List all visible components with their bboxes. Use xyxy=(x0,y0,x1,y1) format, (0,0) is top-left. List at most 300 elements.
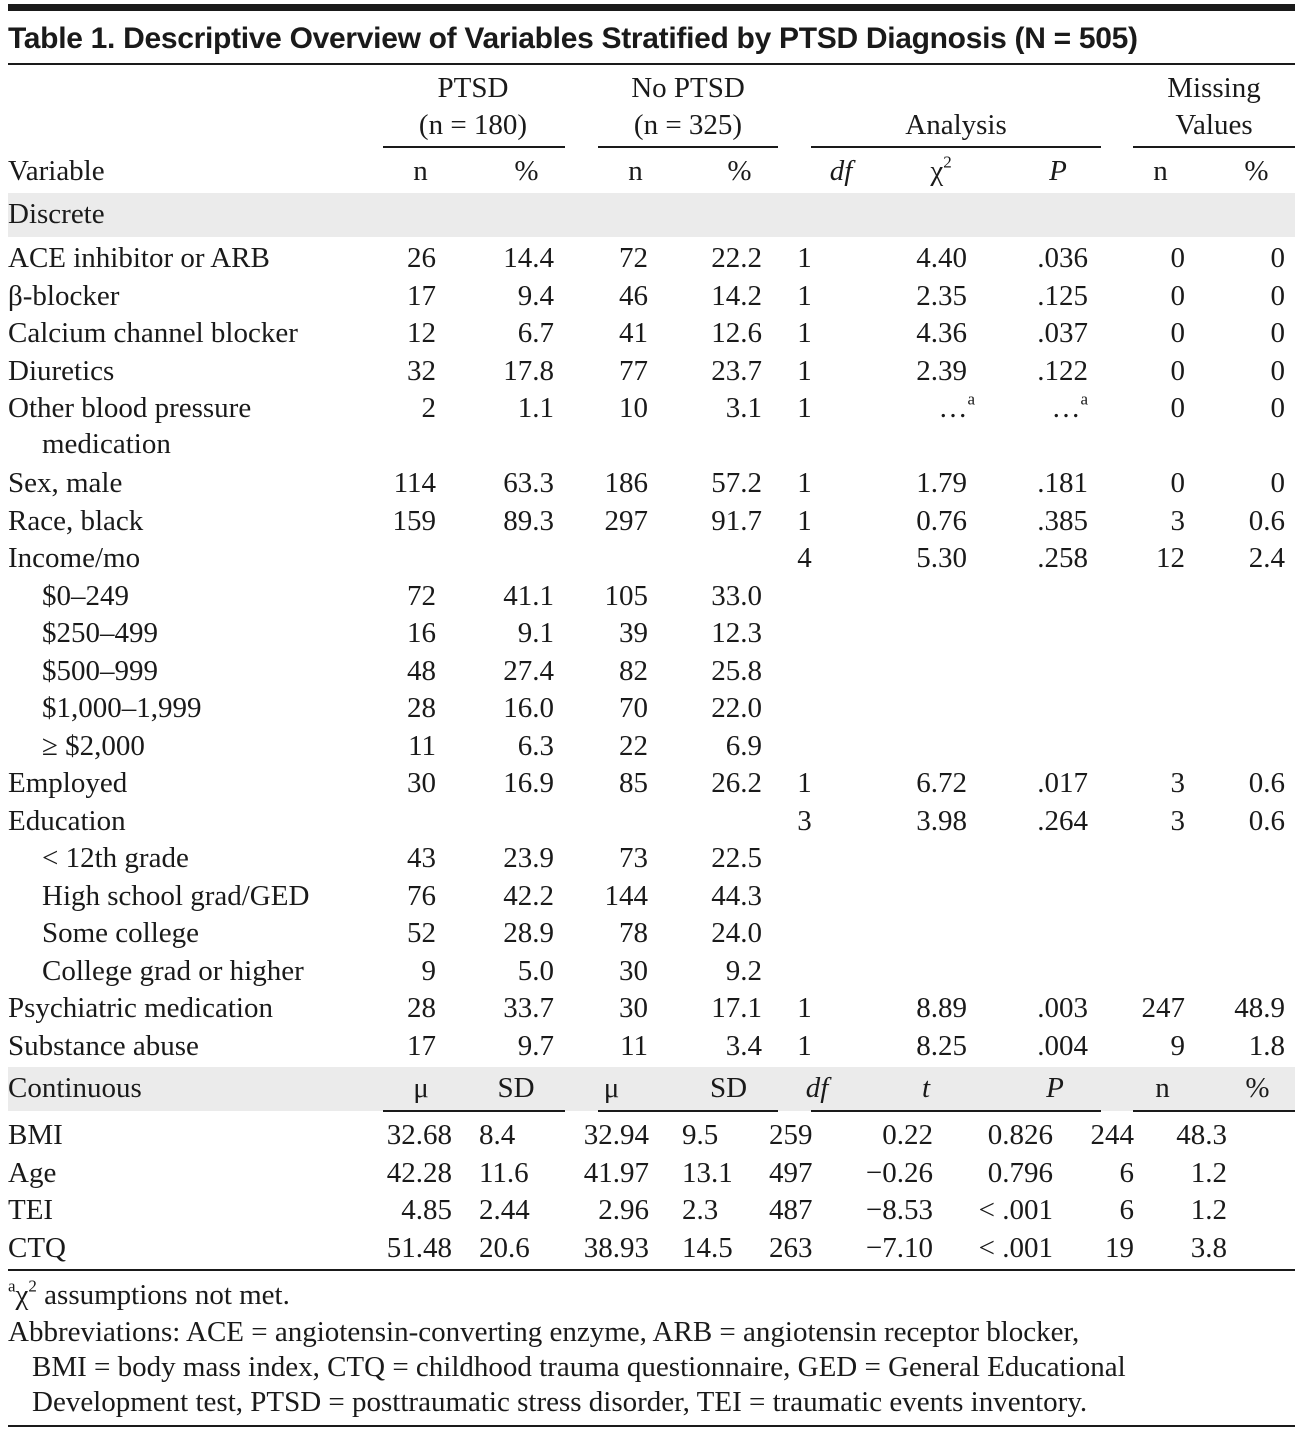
missing-pct-cell xyxy=(1200,878,1295,916)
no-ptsd-n-cell: 82 xyxy=(619,654,648,687)
df-cell: 1 xyxy=(797,504,812,537)
cont-col-t: t xyxy=(921,1072,931,1104)
footnote-a xyxy=(8,1278,290,1313)
chi-square-cell: 6.72 xyxy=(916,767,967,799)
chi-square-cell: 3.98 xyxy=(916,804,967,837)
ptsd-pct-cell: 14.4 xyxy=(503,242,554,274)
missing-pct-cell: 1.2 xyxy=(1190,1194,1227,1226)
missing-pct-cell xyxy=(1200,728,1295,766)
ptsd-mean-cell: 4.85 xyxy=(401,1194,452,1226)
ptsd-n-cell: 28 xyxy=(407,992,436,1024)
table-row xyxy=(8,240,1295,278)
title-rule xyxy=(8,63,1295,65)
df-cell: 1 xyxy=(797,392,812,424)
p-value-cell-value: … xyxy=(1051,392,1081,424)
df-cell xyxy=(777,578,857,616)
chi-square-cell: 2.39 xyxy=(916,354,967,387)
ptsd-pct-cell: 42.2 xyxy=(503,879,554,912)
df-cell: 1 xyxy=(797,317,812,349)
row-label-text: $250–499 xyxy=(42,617,158,649)
ptsd-pct-cell: 9.7 xyxy=(517,1029,554,1062)
missing-pct-cell: 0 xyxy=(1270,467,1285,499)
col-variable: Variable xyxy=(8,155,105,187)
missing-n-cell: 9 xyxy=(1170,1029,1185,1062)
missing-pct-cell xyxy=(1200,690,1295,728)
t-stat-cell: −7.10 xyxy=(865,1231,933,1264)
missing-n-cell xyxy=(1105,690,1200,728)
cont-col-df: df xyxy=(805,1072,829,1104)
p-value-cell xyxy=(985,915,1105,953)
cont-col-no-sd: SD xyxy=(709,1072,748,1104)
table-row xyxy=(8,653,1295,691)
df-cell xyxy=(777,840,857,878)
no-ptsd-n-cell xyxy=(563,540,660,578)
table-title: Table 1. Descriptive Overview of Variables Stratified by PTSD Diagnosis (N = 505) xyxy=(8,22,1138,55)
p-value-cell: 0.826 xyxy=(987,1119,1053,1151)
t-stat-cell: −8.53 xyxy=(865,1194,933,1226)
table-row xyxy=(8,953,1295,991)
col-chi-symbol: χ xyxy=(930,155,944,187)
no-ptsd-sd-cell: 2.3 xyxy=(682,1194,719,1226)
ptsd-n-cell: 2 xyxy=(421,392,436,424)
ptsd-pct-cell: 28.9 xyxy=(503,917,554,949)
row-label-text: < 12th grade xyxy=(42,842,189,874)
missing-pct-cell xyxy=(1200,615,1295,653)
df-cell xyxy=(777,728,857,766)
df-cell xyxy=(777,953,857,991)
ptsd-n-cell: 11 xyxy=(408,729,436,762)
col-chi-sup: 2 xyxy=(943,152,952,172)
table-row xyxy=(8,878,1295,916)
cont-col-ptsd-mu: μ xyxy=(413,1072,429,1104)
chi-square-cell xyxy=(857,878,985,916)
p-value-cell xyxy=(985,840,1105,878)
no-ptsd-pct-cell: 6.9 xyxy=(725,729,762,762)
analysis-group-rule xyxy=(811,146,1101,148)
missing-pct-cell: 48.9 xyxy=(1234,992,1285,1024)
table-bottom-rule xyxy=(8,1269,1295,1271)
ptsd-mean-cell: 51.48 xyxy=(386,1231,452,1264)
no-ptsd-pct-cell xyxy=(660,803,777,841)
no-ptsd-pct-cell: 91.7 xyxy=(711,504,762,537)
top-rule xyxy=(8,4,1295,11)
ptsd-n-cell: 159 xyxy=(392,504,436,537)
chi-square-cell: 2.35 xyxy=(916,279,967,312)
ptsd-n-cell xyxy=(373,540,449,578)
no-ptsd-mean-cell: 32.94 xyxy=(583,1119,649,1151)
cont-col-no-mu: μ xyxy=(603,1072,620,1104)
missing-pct-cell: 3.8 xyxy=(1190,1231,1227,1264)
col-p: P xyxy=(1049,155,1067,187)
chi-square-cell: 4.40 xyxy=(916,242,967,274)
continuous-section-label: Continuous xyxy=(8,1072,142,1104)
missing-n-cell: 247 xyxy=(1141,992,1185,1024)
chi-square-cell xyxy=(857,840,985,878)
row-label-text: $0–249 xyxy=(42,579,129,612)
missing-pct-cell: 48.3 xyxy=(1176,1119,1227,1151)
row-label-text: Employed xyxy=(8,767,128,799)
cont-no-ptsd-rule xyxy=(598,1110,778,1112)
no-ptsd-group-n: (n = 325) xyxy=(633,109,743,141)
no-ptsd-pct-cell: 25.8 xyxy=(711,654,762,687)
missing-n-cell xyxy=(1105,840,1200,878)
ptsd-n-cell: 43 xyxy=(407,842,436,874)
no-ptsd-n-cell: 72 xyxy=(619,242,648,274)
no-ptsd-pct-cell: 24.0 xyxy=(711,917,762,949)
continuous-header-row xyxy=(8,1070,1295,1108)
ptsd-n-cell: 26 xyxy=(407,242,436,274)
missing-pct-cell xyxy=(1200,653,1295,691)
ptsd-pct-cell: 9.1 xyxy=(517,617,554,649)
table-row xyxy=(8,990,1295,1028)
cont-col-miss-pct: % xyxy=(1245,1072,1270,1104)
ptsd-pct-cell: 23.9 xyxy=(503,842,554,874)
no-ptsd-n-cell: 41 xyxy=(619,317,648,349)
table-row xyxy=(8,465,1295,503)
p-value-cell xyxy=(985,390,1105,465)
chi-square-cell xyxy=(857,953,985,991)
table-row xyxy=(8,615,1295,653)
col-chi xyxy=(901,153,981,189)
chi-square-cell xyxy=(857,728,985,766)
ptsd-n-cell: 72 xyxy=(407,579,436,612)
ptsd-pct-cell: 63.3 xyxy=(503,467,554,499)
table-row xyxy=(8,353,1295,391)
missing-n-cell: 0 xyxy=(1170,392,1185,424)
ptsd-n-cell: 30 xyxy=(407,767,436,799)
cont-col-ptsd-sd: SD xyxy=(497,1072,535,1104)
no-ptsd-n-cell: 77 xyxy=(619,354,648,387)
missing-n-cell: 3 xyxy=(1170,767,1185,799)
table-row xyxy=(8,1117,1237,1155)
p-value-cell xyxy=(985,953,1105,991)
col-no-pct: % xyxy=(727,155,752,187)
p-value-cell: < .001 xyxy=(978,1194,1053,1226)
df-cell xyxy=(777,915,857,953)
no-ptsd-pct-cell: 22.2 xyxy=(711,242,762,274)
missing-n-cell: 0 xyxy=(1170,279,1185,312)
no-ptsd-n-cell: 85 xyxy=(619,767,648,799)
p-value-cell: .037 xyxy=(1037,317,1088,349)
p-value-cell: .264 xyxy=(1037,804,1088,837)
ptsd-n-cell: 32 xyxy=(407,354,436,387)
ptsd-n-cell: 16 xyxy=(407,617,436,649)
no-ptsd-sd-cell: 9.5 xyxy=(682,1119,719,1151)
analysis-group-name: Analysis xyxy=(905,109,1007,141)
row-label xyxy=(8,240,373,278)
table-row xyxy=(8,578,1295,616)
df-cell: 1 xyxy=(797,767,812,799)
t-stat-cell: 0.22 xyxy=(882,1119,933,1151)
p-value-cell: .181 xyxy=(1037,467,1088,499)
no-ptsd-mean-cell: 2.96 xyxy=(598,1194,649,1226)
row-label xyxy=(8,278,373,316)
no-ptsd-pct-cell: 12.6 xyxy=(711,317,762,349)
no-ptsd-pct-cell: 22.0 xyxy=(711,692,762,724)
discrete-section-label: Discrete xyxy=(8,198,105,230)
df-cell: 259 xyxy=(769,1119,813,1151)
ptsd-group-rule xyxy=(383,146,565,148)
no-ptsd-pct-cell: 12.3 xyxy=(711,617,762,649)
no-ptsd-n-cell: 46 xyxy=(619,279,648,312)
missing-n-cell: 0 xyxy=(1170,467,1185,499)
ptsd-n-cell xyxy=(373,803,449,841)
row-label-text: Race, black xyxy=(8,504,144,537)
abbreviations-footnote xyxy=(8,1315,1126,1420)
page-bottom-rule xyxy=(8,1425,1295,1427)
no-ptsd-group-rule xyxy=(598,146,778,148)
no-ptsd-n-cell: 78 xyxy=(619,917,648,949)
ptsd-n-cell: 114 xyxy=(393,467,436,499)
p-value-cell: .258 xyxy=(1037,542,1088,574)
row-label-text: High school grad/GED xyxy=(42,879,310,912)
no-ptsd-n-cell xyxy=(563,803,660,841)
row-label xyxy=(8,653,373,691)
no-ptsd-n-cell: 144 xyxy=(604,879,648,912)
row-label xyxy=(8,390,373,465)
ptsd-pct-cell: 16.0 xyxy=(503,692,554,724)
missing-pct-cell xyxy=(1200,840,1295,878)
abbreviations-line-3: Development test, PTSD = posttraumatic stress disorder, TEI = traumatic events inventory. xyxy=(32,1386,1088,1418)
ptsd-sd-cell: 11.6 xyxy=(479,1156,529,1189)
df-cell: 1 xyxy=(797,242,812,274)
missing-pct-cell: 0 xyxy=(1270,279,1285,312)
row-label xyxy=(8,1028,373,1066)
table-row xyxy=(8,390,1295,465)
chi-square-cell xyxy=(857,390,985,465)
missing-n-cell: 19 xyxy=(1105,1231,1134,1264)
ptsd-pct-cell xyxy=(449,540,563,578)
table-row xyxy=(8,1155,1237,1193)
chi-square-cell xyxy=(857,915,985,953)
missing-n-cell xyxy=(1105,878,1200,916)
ptsd-pct-cell: 17.8 xyxy=(503,354,554,387)
no-ptsd-n-cell: 30 xyxy=(619,954,648,987)
row-label xyxy=(8,840,373,878)
row-label-text: Income/mo xyxy=(8,542,141,574)
chi-square-cell: 4.36 xyxy=(916,317,967,349)
chi-square-cell xyxy=(857,690,985,728)
table-row xyxy=(8,840,1295,878)
table-row xyxy=(8,540,1295,578)
no-ptsd-n-cell: 70 xyxy=(619,692,648,724)
ptsd-sd-cell: 8.4 xyxy=(479,1119,516,1151)
row-label-text: Other blood pressure xyxy=(8,392,252,424)
missing-pct-cell: 0.6 xyxy=(1248,767,1285,799)
col-no-n: n xyxy=(628,155,643,187)
no-ptsd-sd-cell: 13.1 xyxy=(682,1156,733,1189)
missing-n-cell: 0 xyxy=(1170,354,1185,387)
df-cell: 1 xyxy=(797,354,812,387)
missing-pct-cell xyxy=(1200,953,1295,991)
no-ptsd-n-cell: 30 xyxy=(619,992,648,1024)
missing-n-cell: 12 xyxy=(1156,542,1185,574)
df-cell: 487 xyxy=(769,1194,813,1226)
p-value-cell: 0.796 xyxy=(987,1156,1053,1189)
row-label: CTQ xyxy=(8,1231,66,1264)
no-ptsd-pct-cell: 44.3 xyxy=(711,879,762,912)
cont-col-miss-n: n xyxy=(1155,1072,1170,1104)
p-value-cell xyxy=(985,878,1105,916)
ptsd-n-cell: 52 xyxy=(407,917,436,949)
ptsd-sd-cell: 2.44 xyxy=(479,1194,530,1226)
p-value-cell: .004 xyxy=(1037,1029,1088,1062)
col-ptsd-pct: % xyxy=(514,155,539,187)
row-label-continuation: medication xyxy=(42,428,171,460)
ptsd-pct-cell: 41.1 xyxy=(503,579,554,612)
df-cell: 1 xyxy=(797,279,812,312)
ptsd-n-cell: 17 xyxy=(407,279,436,312)
ptsd-pct-cell: 5.0 xyxy=(517,954,554,987)
row-label xyxy=(8,953,373,991)
missing-pct-cell xyxy=(1200,578,1295,616)
ptsd-n-cell: 48 xyxy=(407,654,436,687)
ptsd-n-cell: 12 xyxy=(407,317,436,349)
col-df: df xyxy=(829,155,853,187)
missing-n-cell xyxy=(1105,915,1200,953)
row-label-text: ACE inhibitor or ARB xyxy=(8,242,270,274)
footnote-a-sup: 2 xyxy=(28,1276,37,1296)
chi-square-cell xyxy=(857,653,985,691)
no-ptsd-pct-cell: 22.5 xyxy=(711,842,762,874)
table-row xyxy=(8,803,1295,841)
ptsd-group-name: PTSD xyxy=(437,72,509,104)
row-label-text: Some college xyxy=(42,917,200,949)
missing-group-line2: Values xyxy=(1175,109,1253,141)
missing-n-cell xyxy=(1105,653,1200,691)
footnote-a-marker: a xyxy=(8,1276,16,1296)
missing-n-cell xyxy=(1105,615,1200,653)
col-miss-n: n xyxy=(1153,155,1168,187)
row-label-text: β-blocker xyxy=(8,279,120,312)
p-value-cell: .003 xyxy=(1037,992,1088,1024)
missing-group-line1: Missing xyxy=(1167,72,1261,104)
no-ptsd-mean-cell: 38.93 xyxy=(583,1231,649,1264)
row-label xyxy=(8,915,373,953)
footnote-a-text: assumptions not met. xyxy=(36,1279,290,1311)
ptsd-pct-cell xyxy=(449,803,563,841)
p-value-cell: .125 xyxy=(1037,279,1088,312)
no-ptsd-pct-cell: 17.1 xyxy=(711,992,762,1024)
ptsd-pct-cell: 16.9 xyxy=(503,767,554,799)
footnote-a-chi: χ xyxy=(15,1279,29,1311)
col-miss-pct: % xyxy=(1244,155,1269,187)
ptsd-pct-cell: 27.4 xyxy=(503,654,554,687)
row-label-text: ≥ $2,000 xyxy=(42,729,145,762)
ptsd-n-cell: 28 xyxy=(407,692,436,724)
row-label xyxy=(8,765,373,803)
p-value-cell xyxy=(985,578,1105,616)
row-label-text: $1,000–1,999 xyxy=(42,692,202,724)
chi-square-cell xyxy=(857,578,985,616)
no-ptsd-pct-cell: 23.7 xyxy=(711,354,762,387)
ptsd-group-n: (n = 180) xyxy=(418,109,528,141)
row-label xyxy=(8,465,373,503)
chi-square-cell: 5.30 xyxy=(916,542,967,574)
ptsd-sd-cell: 20.6 xyxy=(479,1231,530,1264)
row-label xyxy=(8,578,373,616)
chi-square-cell: 8.89 xyxy=(916,992,967,1024)
abbreviations-line-2: BMI = body mass index, CTQ = childhood trauma questionnaire, GED = General Educational xyxy=(32,1351,1126,1383)
missing-pct-cell: 0 xyxy=(1270,392,1285,424)
p-value-cell xyxy=(985,728,1105,766)
df-cell: 497 xyxy=(769,1156,813,1189)
df-cell: 1 xyxy=(797,1029,812,1062)
df-cell: 4 xyxy=(797,542,812,574)
no-ptsd-n-cell: 22 xyxy=(619,729,648,762)
ptsd-n-cell: 9 xyxy=(421,954,436,987)
abbreviations-line-1: Abbreviations: ACE = angiotensin-converting enzyme, ARB = angiotensin receptor blocker, xyxy=(8,1316,1080,1348)
row-label xyxy=(8,540,373,578)
no-ptsd-n-cell: 10 xyxy=(619,392,648,424)
missing-n-cell: 6 xyxy=(1119,1194,1134,1226)
p-value-cell: < .001 xyxy=(978,1231,1053,1264)
ptsd-mean-cell: 42.28 xyxy=(386,1156,452,1189)
row-label xyxy=(8,803,373,841)
no-ptsd-pct-cell: 9.2 xyxy=(725,954,762,987)
no-ptsd-mean-cell: 41.97 xyxy=(583,1156,649,1189)
no-ptsd-pct-cell xyxy=(660,540,777,578)
col-ptsd-n: n xyxy=(413,155,428,187)
table-row xyxy=(8,765,1295,803)
cont-ptsd-rule xyxy=(383,1110,565,1112)
missing-n-cell: 3 xyxy=(1170,804,1185,837)
chi-square-cell: 0.76 xyxy=(916,504,967,537)
table-row xyxy=(8,728,1295,766)
chi-square-cell: 8.25 xyxy=(916,1029,967,1062)
table-row xyxy=(8,915,1295,953)
t-stat-cell: −0.26 xyxy=(865,1156,933,1189)
no-ptsd-pct-cell: 57.2 xyxy=(711,467,762,499)
table-row xyxy=(8,690,1295,728)
missing-n-cell xyxy=(1105,578,1200,616)
row-label xyxy=(8,878,373,916)
row-label: BMI xyxy=(8,1119,63,1151)
missing-group-rule xyxy=(1133,146,1295,148)
missing-pct-cell: 0.6 xyxy=(1248,804,1285,837)
no-ptsd-group-name: No PTSD xyxy=(631,72,745,104)
continuous-header-table xyxy=(8,1070,1295,1108)
missing-n-cell: 6 xyxy=(1119,1156,1134,1189)
cont-missing-rule xyxy=(1133,1110,1295,1112)
cont-analysis-rule xyxy=(811,1110,1101,1112)
row-label: TEI xyxy=(8,1194,54,1226)
no-ptsd-sd-cell: 14.5 xyxy=(682,1231,733,1264)
row-label xyxy=(8,728,373,766)
table-row xyxy=(8,503,1295,541)
missing-pct-cell: 0.6 xyxy=(1248,504,1285,537)
row-label: Age xyxy=(8,1156,57,1189)
df-cell: 1 xyxy=(797,467,812,499)
missing-n-cell: 244 xyxy=(1090,1119,1134,1151)
p-value-cell: .017 xyxy=(1037,767,1088,799)
df-cell: 1 xyxy=(797,992,812,1024)
p-value-cell: .385 xyxy=(1037,504,1088,537)
df-cell: 263 xyxy=(769,1231,813,1264)
row-label xyxy=(8,690,373,728)
df-cell xyxy=(777,615,857,653)
row-label-text: Calcium channel blocker xyxy=(8,317,298,349)
no-ptsd-n-cell: 39 xyxy=(619,617,648,649)
row-label xyxy=(8,503,373,541)
ptsd-pct-cell: 9.4 xyxy=(517,279,554,312)
no-ptsd-n-cell: 105 xyxy=(604,579,648,612)
row-label-text: Psychiatric medication xyxy=(8,992,273,1024)
cont-col-p: P xyxy=(1046,1072,1064,1104)
discrete-section-band xyxy=(8,193,1295,237)
row-label-text: $500–999 xyxy=(42,654,158,687)
df-cell xyxy=(777,690,857,728)
